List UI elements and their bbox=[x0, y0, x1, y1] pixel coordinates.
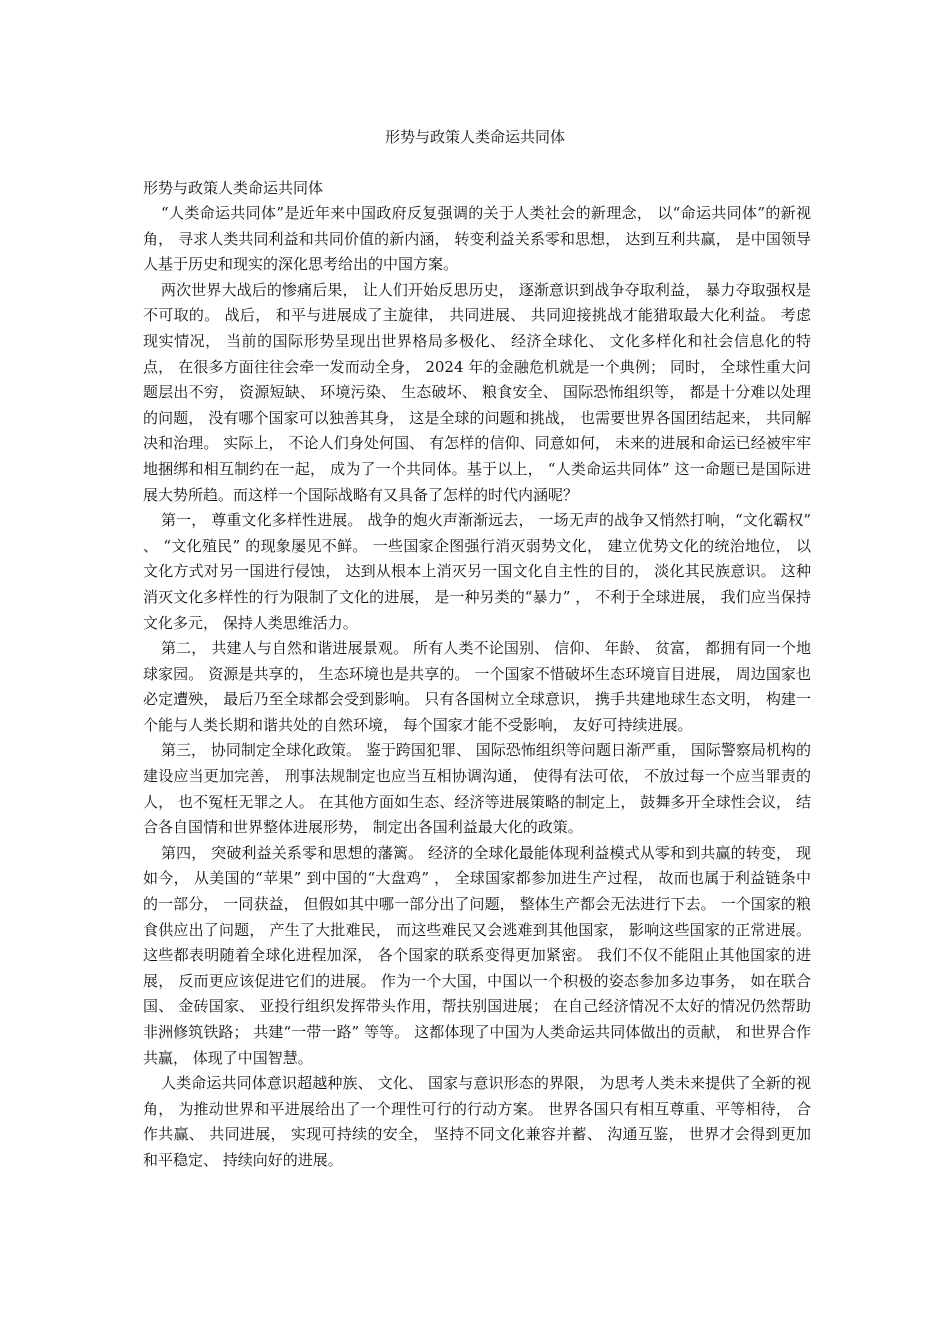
paragraph-point-one: 第一， 尊重文化多样性进展。 战争的炮火声渐渐远去， 一场无声的战争又悄然打响，“文化霸权” 、 “文化殖民” 的现象屡见不鲜。 一些国家企图强行消灭弱势文化， 建立优势文化的统治地位， 以文化方式对另一国进行侵蚀， 达到从根本上消灭另一国文化自主性的目的， 淡化其民族意识。 这种消灭文化多样性的行为限制了文化的进展， 是一种另类的“暴力” ， 不利于全球进展， 我们应当保持文化多元， 保持人类思维活力。 bbox=[143, 511, 811, 632]
document-subtitle: 形势与政策人类命运共同体 bbox=[143, 179, 324, 197]
paragraph-conclusion: 人类命运共同体意识超越种族、 文化、 国家与意识形态的界限， 为思考人类未来提供了全新的视角， 为推动世界和平进展给出了一个理性可行的行动方案。 世界各国只有相互尊重、平等相待， 合作共赢、 共同进展， 实现可持续的安全， 坚持不同文化兼容并蓄、 沟通互鉴， 世界才会得到更加和平稳定、 持续向好的进展。 bbox=[143, 1074, 811, 1169]
paragraph-point-four: 第四， 突破利益关系零和思想的藩篱。 经济的全球化最能体现利益模式从零和到共赢的转变， 现如今， 从美国的“苹果” 到中国的“大盘鸡” ， 全球国家都参加进生产过程， 故而也属于利益链条中的一部分， 一同获益， 但假如其中哪一部分出了问题， 整体生产都会无法进行下去。 一个国家的粮食供应出了问题， 产生了大批难民， 而这些难民又会逃难到其他国家， 影响这些国家的正常进展。 这些都表明随着全球化进程加深， 各个国家的联系变得更加紧密。 我们不仅不能阻止其他国家的进展， 反而更应该促进它们的进展。 作为一个大国，中国以一个积极的姿态参加多边事务， 如在联合国、 金砖国家、 亚投行组织发挥带头作用，帮扶别国进展； 在自己经济情况不太好的情况仍然帮助非洲修筑铁路； 共建“一带一路” 等等。 这都体现了中国为人类命运共同体做出的贡献， 和世界合作共赢， 体现了中国智慧。 bbox=[143, 843, 811, 1067]
paragraph-point-two: 第二， 共建人与自然和谐进展景观。 所有人类不论国别、 信仰、 年龄、 贫富， 都拥有同一个地球家园。 资源是共享的， 生态环境也是共享的。 一个国家不惜破坏生态环境盲目进展， 周边国家也必定遭殃， 最后乃至全球都会受到影响。 只有各国树立全球意识， 携手共建地球生态文明， 构建一个能与人类长期和谐共处的自然环境， 每个国家才能不受影响， 友好可持续进展。 bbox=[143, 639, 811, 734]
paragraph-background: 两次世界大战后的惨痛后果， 让人们开始反思历史， 逐渐意识到战争夺取利益， 暴力夺取强权是不可取的。 战后， 和平与进展成了主旋律， 共同进展、 共同迎接挑战才能猎取最大化利益。 考虑现实情况， 当前的国际形势呈现出世界格局多极化、 经济全球化、 文化多样化和社会信息化的特点， 在很多方面往往会牵一发而动全身， 2024 年的金融危机就是一个典例； 同时， 全球性重大问题层出不穷， 资源短缺、 环境污染、 生态破坏、 粮食安全、 国际恐怖组织等， 都是十分难以处理的问题， 没有哪个国家可以独善其身， 这是全球的问题和挑战， 也需要世界各国团结起来， 共同解决和治理。 实际上， 不论人们身处何国、 有怎样的信仰、同意如何， 未来的进展和命运已经被牢牢地捆绑和相互制约在一起， 成为了一个共同体。基于以上， “人类命运共同体” 这一命题已是国际进展大势所趋。而这样一个国际战略有又具备了怎样的时代内涵呢？ bbox=[143, 280, 811, 504]
document-title: 形势与政策人类命运共同体 bbox=[384, 128, 565, 146]
paragraph-point-three: 第三， 协同制定全球化政策。 鉴于跨国犯罪、 国际恐怖组织等问题日渐严重， 国际警察局机构的建设应当更加完善， 刑事法规制定也应当互相协调沟通， 使得有法可依， 不放过每一个应当罪责的人， 也不冤枉无罪之人。 在其他方面如生态、经济等进展策略的制定上， 鼓舞多开全球性会议， 结合各自国情和世界整体进展形势， 制定出各国利益最大化的政策。 bbox=[143, 741, 811, 837]
paragraph-intro: “人类命运共同体”是近年来中国政府反复强调的关于人类社会的新理念， 以“命运共同体”的新视角， 寻求人类共同利益和共同价值的新内涵， 转变利益关系零和思想， 达到互利共赢， 是中国领导人基于历史和现实的深化思考给出的中国方案。 bbox=[143, 204, 811, 274]
document-body bbox=[143, 176, 811, 1174]
